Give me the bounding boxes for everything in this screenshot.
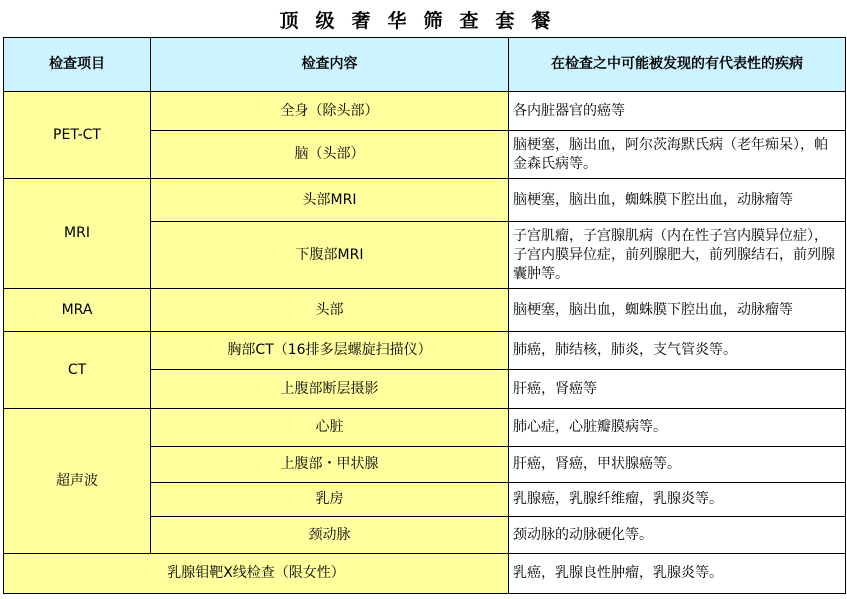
disease-cell: 乳癌，乳腺良性肿瘤，乳腺炎等。 [509, 554, 846, 594]
disease-cell: 乳腺癌，乳腺纤维瘤，乳腺炎等。 [509, 483, 846, 517]
item-cell: 胸部CT（16排多层螺旋扫描仪） [151, 332, 509, 370]
table-row [4, 409, 846, 447]
category-mri: MRI [4, 179, 151, 289]
item-cell: 脑（头部） [151, 131, 509, 179]
disease-cell: 肝癌，肾癌，甲状腺癌等。 [509, 447, 846, 483]
item-cell: 全身（除头部） [151, 92, 509, 131]
item-cell: 颈动脉 [151, 517, 509, 554]
category-ct: CT [4, 332, 151, 409]
item-cell: 上腹部断层摄影 [151, 370, 509, 409]
item-cell-mammography: 乳腺钼靶X线检查（限女性） [4, 554, 509, 594]
disease-cell: 脑梗塞，脑出血，蜘蛛膜下腔出血，动脉瘤等 [509, 179, 846, 222]
disease-cell: 颈动脉的动脉硬化等。 [509, 517, 846, 554]
page-title: 顶级奢华筛查套餐 [279, 10, 568, 32]
table-row [4, 179, 846, 222]
header-category: 检查项目 [4, 38, 151, 92]
disease-cell: 肝癌，肾癌等 [509, 370, 846, 409]
table-row [4, 554, 846, 594]
disease-cell: 子宫肌瘤，子宫腺肌病（内在性子宫内膜异位症），子宫内膜异位症，前列腺肥大，前列腺结石，前列腺囊肿等。 [509, 222, 846, 289]
table-row [4, 92, 846, 131]
header-row [4, 38, 846, 92]
disease-cell: 肺心症，心脏瓣膜病等。 [509, 409, 846, 447]
table-row [4, 289, 846, 332]
screening-table [3, 37, 846, 594]
header-diseases: 在检查之中可能被发现的有代表性的疾病 [509, 38, 846, 92]
disease-cell: 脑梗塞，脑出血，阿尔茨海默氏病（老年痴呆），帕金森氏病等。 [509, 131, 846, 179]
disease-cell: 脑梗塞，脑出血，蜘蛛膜下腔出血，动脉瘤等 [509, 289, 846, 332]
disease-cell: 各内脏器官的癌等 [509, 92, 846, 131]
header-content: 检查内容 [151, 38, 509, 92]
table-row [4, 332, 846, 370]
item-cell: 头部 [151, 289, 509, 332]
disease-cell: 肺癌，肺结核，肺炎，支气管炎等。 [509, 332, 846, 370]
item-cell: 下腹部MRI [151, 222, 509, 289]
item-cell: 上腹部・甲状腺 [151, 447, 509, 483]
category-ultrasound: 超声波 [4, 409, 151, 554]
category-mra: MRA [4, 289, 151, 332]
item-cell: 头部MRI [151, 179, 509, 222]
category-petct: PET-CT [4, 92, 151, 179]
item-cell: 乳房 [151, 483, 509, 517]
item-cell: 心脏 [151, 409, 509, 447]
